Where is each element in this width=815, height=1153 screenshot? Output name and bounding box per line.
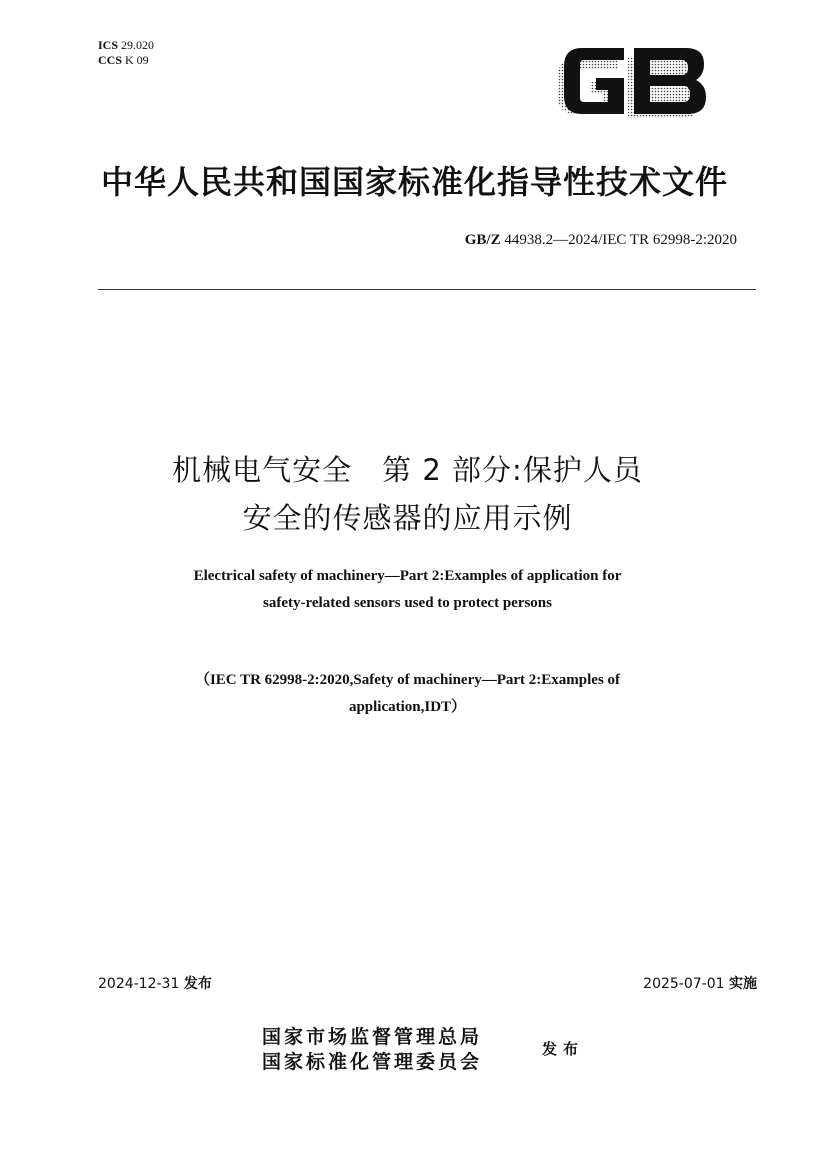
standard-prefix: GB/Z (464, 232, 501, 248)
document-type-heading: 中华人民共和国国家标准化指导性技术文件 (100, 163, 728, 201)
ics-code: ICS 29.020 (98, 38, 155, 52)
issuer-samr: 国家市场监督管理总局 (262, 1026, 483, 1048)
issuer-sac: 国家标准化管理委员会 (262, 1051, 483, 1073)
chinese-title-line1: 机械电气安全 第 2 部分:保护人员 (172, 453, 643, 487)
divider-line (98, 289, 756, 290)
identical-reference-line1: （IEC TR 62998-2:2020,Safety of machinery—Part 2:Examples of (194, 672, 621, 688)
publish-label: 发布 (542, 1040, 585, 1058)
english-title-line1: Electrical safety of machinery—Part 2:Examples of application for (193, 568, 622, 584)
english-title-line2: safety-related sensors used to protect persons (263, 595, 552, 611)
standard-value: 44938.2—2024/IEC TR 62998-2:2020 (504, 232, 737, 248)
issue-date: 2024-12-31 发布 (98, 976, 212, 992)
gb-logo-icon (552, 44, 712, 120)
implementation-date: 2025-07-01 实施 (643, 976, 757, 992)
chinese-title-line2: 安全的传感器的应用示例 (242, 501, 573, 535)
classification-codes (98, 38, 154, 68)
identical-reference-line2: application,IDT） (348, 699, 467, 715)
ccs-code: CCS K 09 (98, 53, 149, 67)
standard-number (465, 232, 737, 249)
